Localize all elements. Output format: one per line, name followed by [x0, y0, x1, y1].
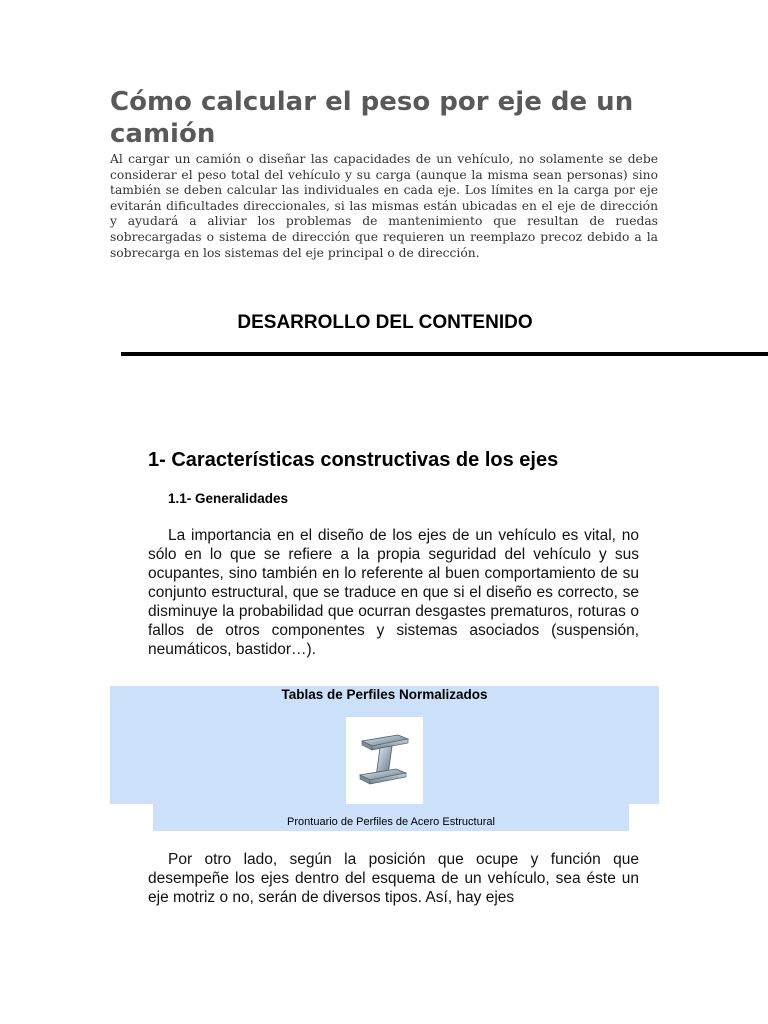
banner-title: Tablas de Perfiles Normalizados	[281, 687, 488, 702]
section-heading	[0, 312, 768, 334]
document-title: Cómo calcular el peso por eje de un camión	[110, 87, 634, 149]
steel-i-beam-icon	[346, 717, 423, 804]
horizontal-rule	[121, 352, 768, 356]
heading-characteristics: 1- Características constructivas de los ejes	[148, 449, 559, 471]
body-paragraph-2: Por otro lado, según la posición que ocupe y función que desempeñe los ejes dentro del esquema de un vehículo, sea éste un eje motriz o no, serán de diversos tipos. Así, hay ejes	[148, 851, 639, 906]
body-paragraph-1: La importancia en el diseño de los ejes de un vehículo es vital, no sólo en lo que se refiere a la propia seguridad del vehículo y sus ocupantes, sino también en lo referente al buen comportamiento de su conjunto estructural, que se traduce en que si el diseño es correcto, se disminuye la probabilidad que ocurran desgastes prematuros, roturas o fallos de otros componentes y sistemas asociados (suspensión, neumáticos, bastidor…).	[148, 527, 639, 658]
intro-paragraph: Al cargar un camión o diseñar las capacidades de un vehículo, no solamente se debe considerar el peso total del vehículo y su carga (aunque la misma sean personas) sino también se deben calcular las individuales en cada eje. Los límites en la carga por eje evitarán dificultades direccionales, si las mismas están ubicadas en el eje de dirección y ayudará a aliviar los problemas de mantenimiento que resultan de ruedas sobrecargadas o sistema de dirección que requieren un reemplazo precoz debido a la sobrecarga en los sistemas del eje principal o de dirección.	[110, 152, 658, 260]
banner-caption-strip	[153, 804, 629, 831]
banner-caption: Prontuario de Perfiles de Acero Estructural	[287, 816, 495, 828]
subheading-generalities: 1.1- Generalidades	[168, 491, 289, 506]
profiles-banner[interactable]	[110, 686, 659, 804]
section-heading-text: DESARROLLO DEL CONTENIDO	[237, 312, 533, 333]
